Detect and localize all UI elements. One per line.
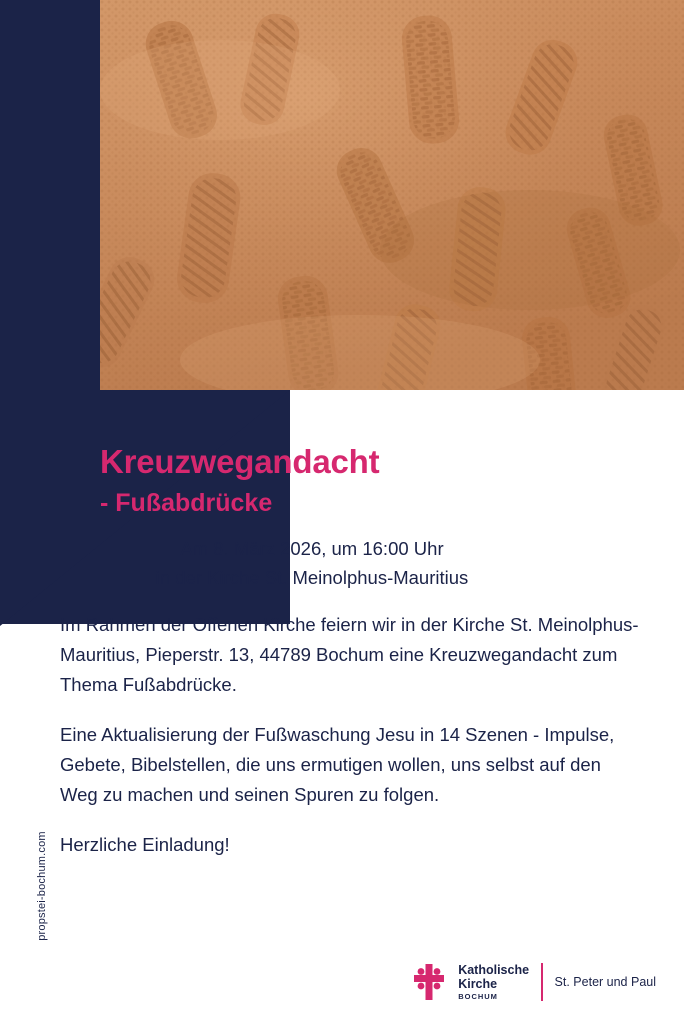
paragraph-2: Eine Aktualisierung der Fußwaschung Jesu in 14 Szenen - Impulse, Gebete, Bibelstellen, die uns ermutigen wollen, uns selbst auf den Weg zu machen und seinen Spuren zu folgen. [60,723,615,805]
page-subtitle: - Fußabdrücke [100,489,273,517]
cross-icon [412,962,446,1002]
footprints-in-sand-photo [100,0,684,390]
event-location: in der Kirche St. Meinolphus-Mauritius [155,566,469,588]
body-text [60,610,640,860]
logo-line-2: Kirche [458,976,498,991]
logo-area [412,962,656,1002]
event-datetime: Am 8. März 2026, um 16:00 Uhr [180,538,444,559]
logo-wordmark [458,963,529,1001]
logo-divider [541,963,543,1001]
paragraph-1: Im Rahmen der Offenen Kirche feiern wir in der Kirche St. Meinolphus-Mauritius, Pieperstr. 13, 44789 Bochum eine Kreuzwegandacht zum Thema Fußabdrücke. [60,614,639,695]
paragraph-3: Herzliche Einladung! [60,833,230,855]
logo-city: BOCHUM [458,991,498,1001]
logo-line-1: Katholische [458,962,530,977]
side-credit: propstei-bochum.com [36,831,48,941]
event-details [0,535,684,592]
parish-name: St. Peter und Paul [554,975,656,989]
page-title: Kreuzwegandacht [100,443,380,480]
